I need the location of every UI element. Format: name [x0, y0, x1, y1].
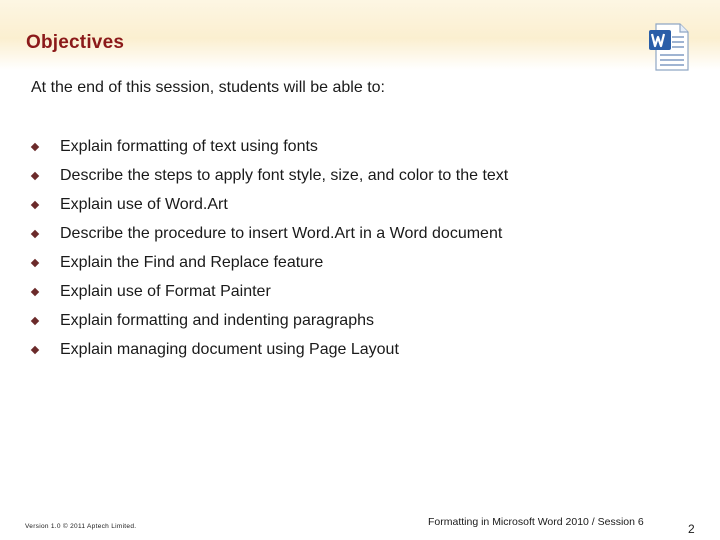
list-item — [30, 306, 508, 335]
diamond-bullet-icon — [31, 345, 39, 353]
list-item-text: Describe the steps to apply font style, size, and color to the text — [60, 166, 509, 184]
diamond-bullet-icon — [31, 200, 39, 208]
list-item-text: Explain use of Word.Art — [60, 195, 228, 213]
diamond-bullet-icon — [31, 287, 39, 295]
list-item — [30, 219, 508, 248]
list-item — [30, 190, 508, 219]
diamond-bullet-icon — [31, 258, 39, 266]
list-item-text: Explain formatting and indenting paragraphs — [60, 311, 374, 329]
list-item — [30, 161, 508, 190]
slide-title: Objectives — [26, 32, 125, 53]
list-item-text: Explain use of Format Painter — [60, 282, 271, 300]
objectives-list — [30, 132, 508, 364]
list-item — [30, 132, 508, 161]
list-item-text: Explain the Find and Replace feature — [60, 253, 324, 271]
diamond-bullet-icon — [31, 229, 39, 237]
intro-text: At the end of this session, students will be able to: — [31, 79, 385, 96]
page-number: 2 — [688, 522, 695, 536]
list-item-text: Explain formatting of text using fonts — [60, 137, 318, 155]
list-item — [30, 248, 508, 277]
list-item — [30, 335, 508, 364]
list-item-text: Describe the procedure to insert Word.Art in a Word document — [60, 224, 503, 242]
diamond-bullet-icon — [31, 142, 39, 150]
word-document-icon — [646, 20, 692, 72]
diamond-bullet-icon — [31, 171, 39, 179]
footer-version: Version 1.0 © 2011 Aptech Limited. — [25, 523, 137, 530]
list-item-text: Explain managing document using Page Layout — [60, 340, 399, 358]
footer-course: Formatting in Microsoft Word 2010 / Session 6 — [428, 516, 644, 528]
diamond-bullet-icon — [31, 316, 39, 324]
list-item — [30, 277, 508, 306]
